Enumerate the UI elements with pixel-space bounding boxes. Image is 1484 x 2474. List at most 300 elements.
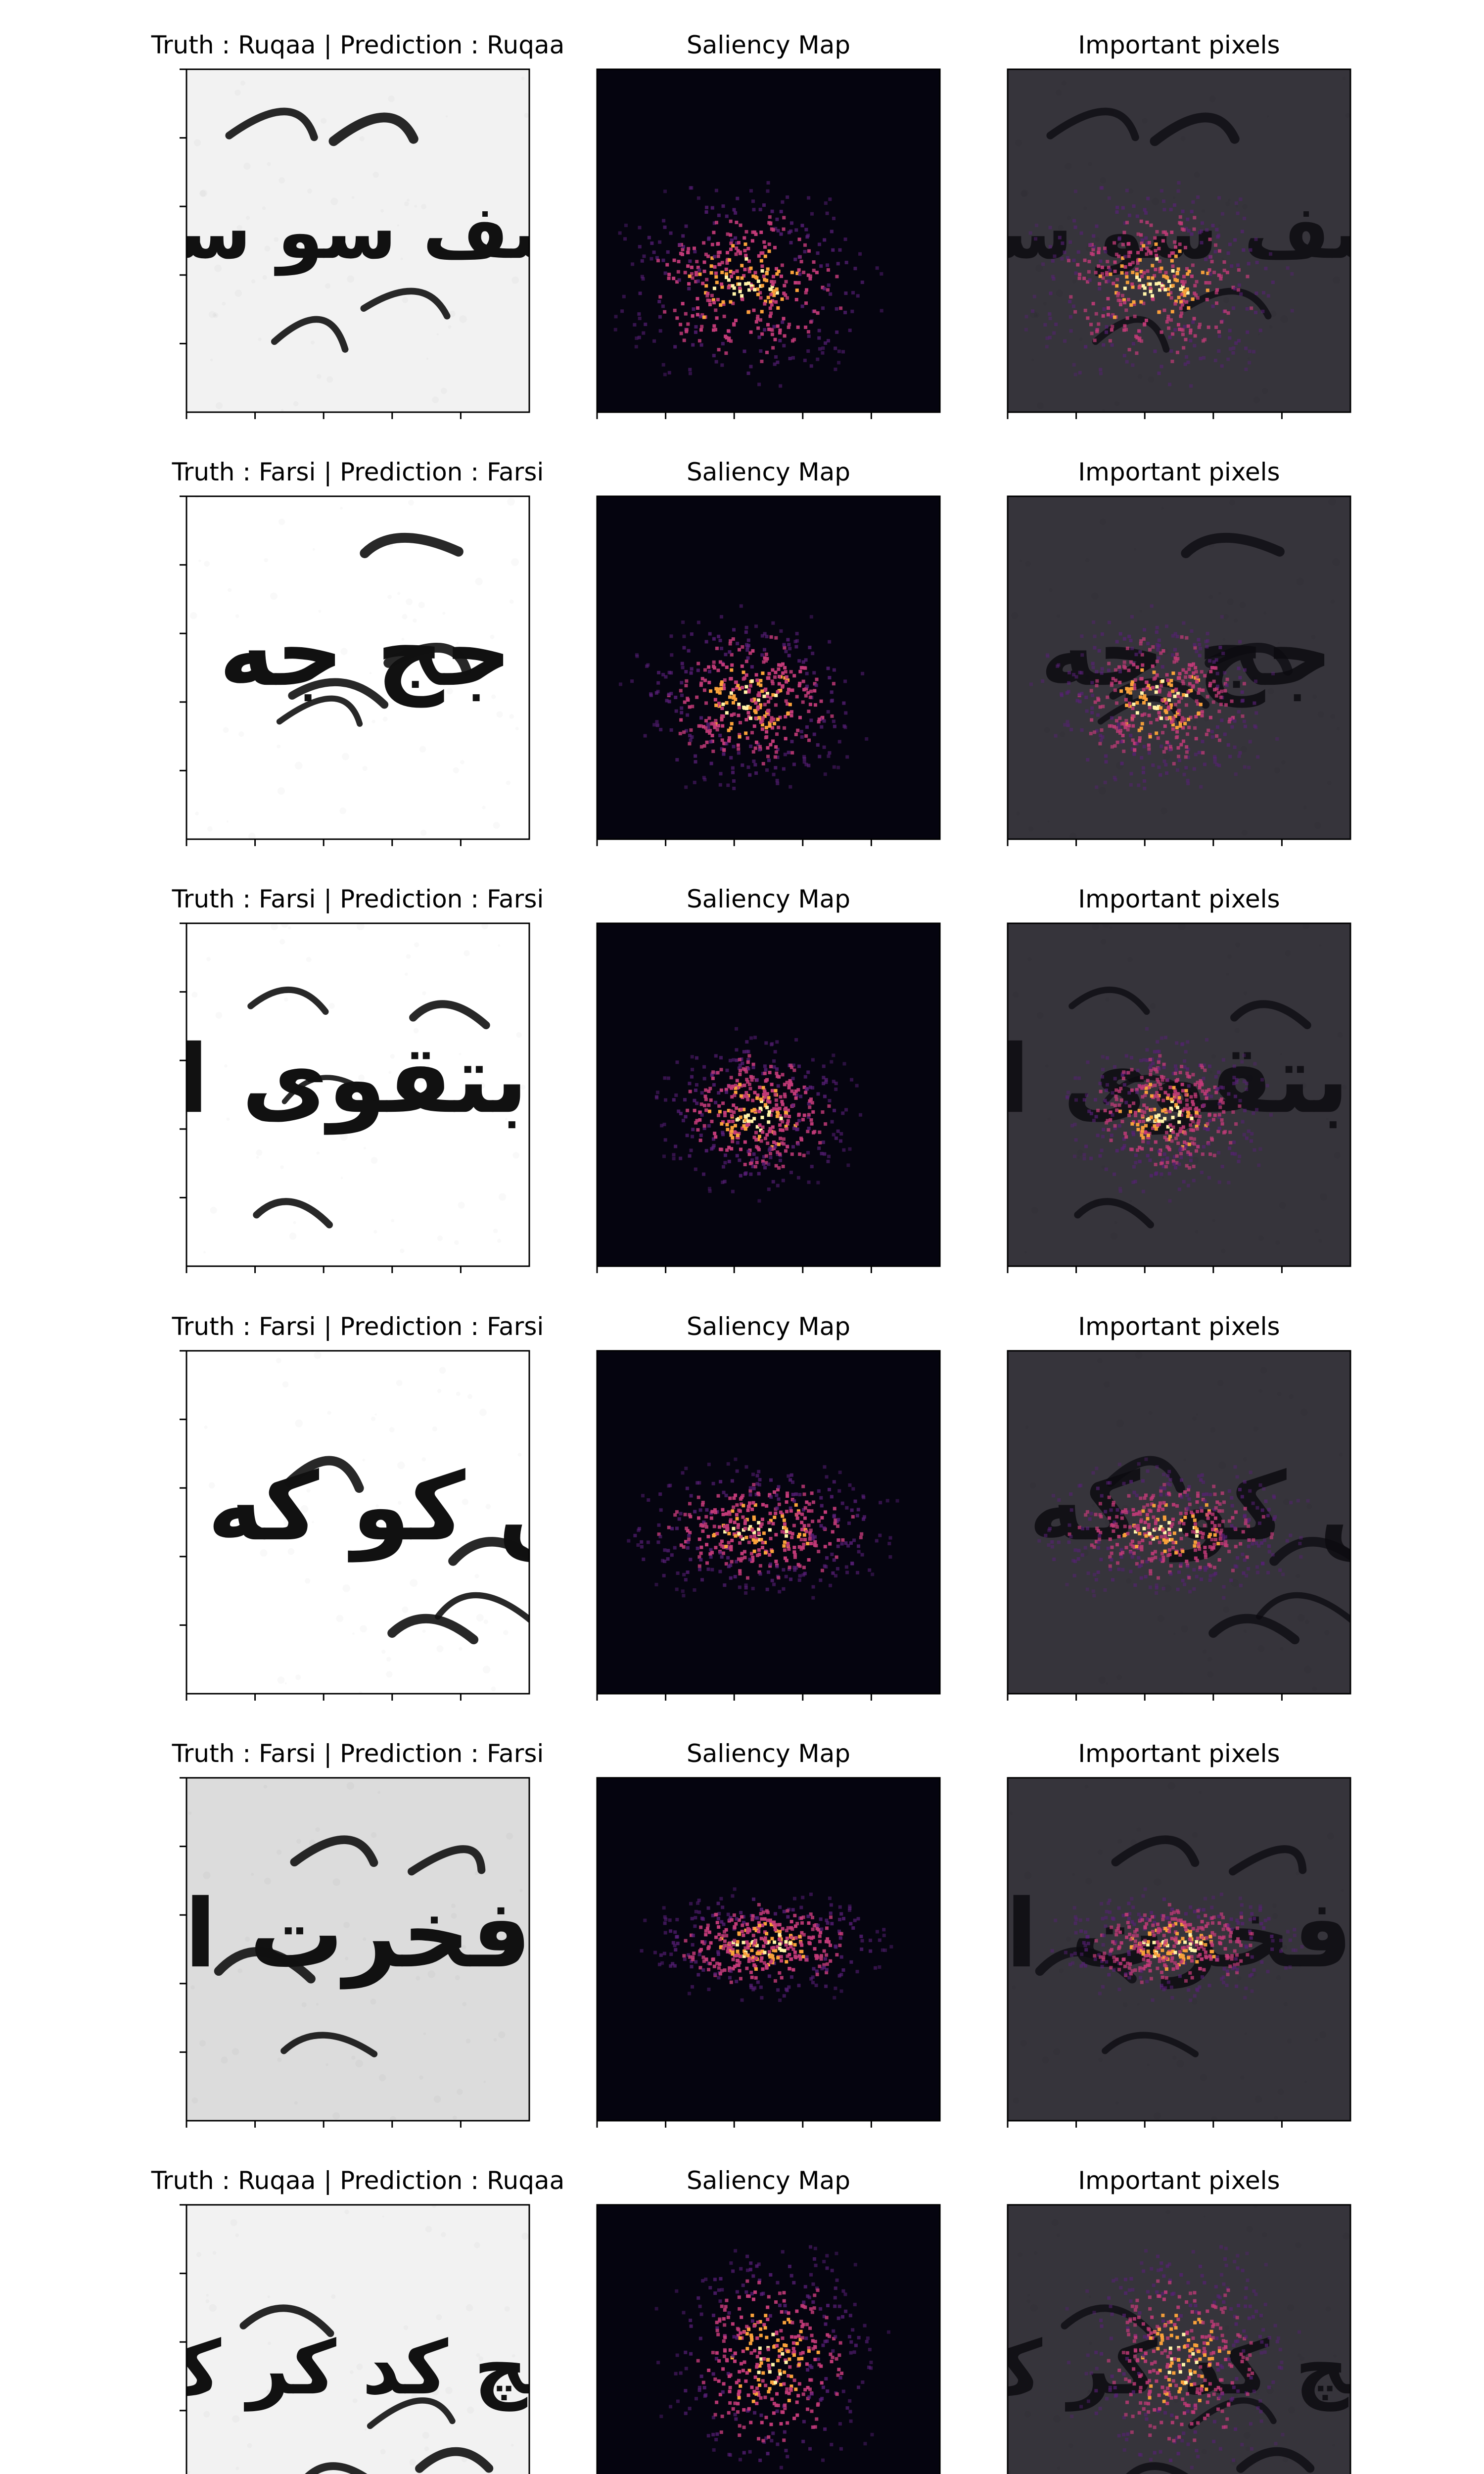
saliency-pixel xyxy=(736,1154,739,1157)
saliency-pixel xyxy=(845,1565,848,1569)
saliency-pixel xyxy=(1161,665,1164,668)
saliency-pixel xyxy=(1198,688,1201,691)
saliency-pixel xyxy=(744,1536,748,1539)
saliency-pixel xyxy=(829,292,832,296)
saliency-pixel xyxy=(759,679,762,682)
saliency-pixel xyxy=(744,685,748,688)
saliency-pixel xyxy=(662,219,665,223)
saliency-pixel xyxy=(1197,1475,1201,1478)
saliency-pixel xyxy=(1025,315,1028,318)
saliency-pixel xyxy=(1188,1166,1191,1170)
saliency-pixel xyxy=(785,1943,788,1947)
saliency-pixel xyxy=(1134,334,1138,338)
saliency-pixel xyxy=(1170,1538,1174,1541)
paper-grain xyxy=(1101,1165,1105,1169)
saliency-pixel xyxy=(774,694,778,697)
saliency-pixel xyxy=(1185,1493,1189,1497)
saliency-pixel xyxy=(739,1510,742,1513)
saliency-pixel xyxy=(1095,1526,1099,1530)
saliency-pixel xyxy=(850,1509,854,1512)
saliency-pixel xyxy=(807,1509,810,1513)
saliency-pixel xyxy=(763,1072,767,1075)
saliency-pixel xyxy=(1115,1108,1118,1112)
saliency-pixel xyxy=(1171,310,1174,313)
saliency-pixel xyxy=(712,329,715,332)
saliency-pixel xyxy=(1143,787,1146,790)
saliency-pixel xyxy=(1159,652,1162,655)
paper-grain xyxy=(1106,1682,1108,1684)
saliency-pixel xyxy=(727,1541,731,1544)
saliency-pixel xyxy=(779,1128,782,1132)
saliency-pixel xyxy=(1217,330,1221,333)
saliency-pixel xyxy=(781,1515,784,1518)
saliency-pixel xyxy=(693,250,696,253)
saliency-pixel xyxy=(730,238,734,242)
saliency-pixel xyxy=(738,706,741,710)
saliency-pixel xyxy=(717,1114,720,1117)
saliency-pixel xyxy=(1228,1489,1231,1493)
saliency-pixel xyxy=(1182,1522,1185,1525)
saliency-pixel xyxy=(724,351,728,355)
saliency-pixel xyxy=(1127,1071,1130,1074)
saliency-pixel xyxy=(1193,216,1196,219)
saliency-pixel xyxy=(747,1541,751,1544)
saliency-pixel xyxy=(741,645,744,649)
saliency-pixel xyxy=(856,294,860,297)
saliency-pixel xyxy=(795,1122,799,1126)
paper-grain xyxy=(1104,1381,1110,1387)
saliency-pixel xyxy=(1103,246,1107,250)
saliency-pixel xyxy=(1122,1077,1125,1080)
saliency-pixel xyxy=(1255,1506,1259,1510)
saliency-pixel xyxy=(722,753,725,756)
saliency-pixel xyxy=(690,1148,693,1152)
saliency-pixel xyxy=(1236,263,1240,267)
saliency-pixel xyxy=(810,1509,813,1513)
saliency-pixel xyxy=(1210,260,1214,263)
paper-grain xyxy=(1330,714,1335,719)
saliency-pixel xyxy=(712,231,715,234)
saliency-pixel xyxy=(1217,710,1221,713)
saliency-pixel xyxy=(716,298,720,301)
saliency-pixel xyxy=(746,1060,750,1064)
paper-grain xyxy=(391,1219,394,1222)
saliency-pixel xyxy=(761,716,765,719)
paper-grain xyxy=(311,340,315,344)
saliency-pixel xyxy=(748,652,752,655)
saliency-pixel xyxy=(1168,254,1171,258)
saliency-pixel xyxy=(1092,302,1095,305)
paper-grain xyxy=(278,177,285,184)
saliency-pixel xyxy=(1129,783,1133,787)
saliency-pixel xyxy=(660,1961,664,1965)
saliency-pixel xyxy=(1140,1548,1143,1551)
saliency-pixel xyxy=(780,210,783,213)
saliency-pixel xyxy=(1093,338,1097,342)
saliency-pixel xyxy=(1252,1111,1255,1115)
saliency-pixel xyxy=(782,1165,785,1168)
saliency-pixel xyxy=(781,1073,785,1076)
saliency-pixel xyxy=(658,240,661,244)
paper-grain xyxy=(437,1389,442,1393)
saliency-pixel xyxy=(1234,1094,1237,1098)
saliency-pixel xyxy=(708,303,712,306)
saliency-pixel xyxy=(691,1135,694,1139)
paper-grain xyxy=(251,279,256,284)
paper-grain xyxy=(1048,820,1050,822)
paper-grain xyxy=(302,2002,307,2007)
saliency-pixel xyxy=(804,1091,807,1094)
saliency-pixel xyxy=(1086,1510,1089,1514)
saliency-pixel xyxy=(1082,277,1086,280)
saliency-pixel xyxy=(1096,714,1100,717)
saliency-pixel xyxy=(693,781,696,784)
paper-grain xyxy=(372,720,376,724)
saliency-pixel xyxy=(1138,650,1142,654)
paper-grain xyxy=(1312,1686,1317,1691)
saliency-pixel xyxy=(709,740,712,744)
paper-grain xyxy=(341,1177,343,1179)
saliency-map-panel xyxy=(597,885,940,1273)
saliency-pixel xyxy=(803,1533,806,1537)
saliency-pixel xyxy=(1222,1131,1226,1135)
saliency-pixel xyxy=(1111,1102,1114,1106)
saliency-pixel xyxy=(714,1135,717,1139)
saliency-pixel xyxy=(1029,231,1032,235)
saliency-pixel xyxy=(1060,692,1063,696)
saliency-pixel xyxy=(1140,275,1144,278)
saliency-pixel xyxy=(1172,716,1175,719)
saliency-pixel xyxy=(653,1951,657,1954)
paper-grain xyxy=(289,1233,297,1240)
saliency-pixel xyxy=(810,1118,813,1122)
saliency-pixel xyxy=(736,642,739,645)
paper-grain xyxy=(1207,1657,1212,1662)
saliency-pixel xyxy=(1156,626,1159,629)
saliency-pixel xyxy=(759,1107,762,1110)
saliency-pixel xyxy=(718,1110,722,1113)
saliency-pixel xyxy=(635,653,639,657)
saliency-pixel xyxy=(708,1187,711,1190)
saliency-pixel xyxy=(689,372,692,375)
saliency-pixel xyxy=(817,336,821,340)
saliency-pixel xyxy=(1104,755,1108,758)
saliency-pixel xyxy=(1256,755,1259,759)
saliency-pixel xyxy=(1088,1517,1092,1521)
saliency-pixel xyxy=(1117,1103,1121,1107)
saliency-pixel xyxy=(739,1977,742,1980)
saliency-pixel xyxy=(801,1546,805,1550)
saliency-pixel xyxy=(1149,1064,1153,1067)
saliency-pixel xyxy=(874,1966,877,1970)
paper-grain xyxy=(439,1367,446,1374)
saliency-pixel xyxy=(1208,1578,1212,1582)
paper-grain xyxy=(1345,113,1350,118)
saliency-pixel xyxy=(765,1154,768,1158)
saliency-pixel xyxy=(725,1494,728,1497)
saliency-pixel xyxy=(778,682,781,685)
saliency-pixel xyxy=(1200,230,1203,233)
saliency-pixel xyxy=(768,1553,771,1557)
saliency-pixel xyxy=(765,653,768,656)
saliency-pixel xyxy=(1194,334,1197,337)
saliency-pixel xyxy=(1180,1537,1183,1540)
saliency-pixel xyxy=(791,1145,795,1148)
saliency-pixel xyxy=(683,338,686,342)
saliency-pixel xyxy=(1110,1558,1113,1562)
saliency-pixel xyxy=(689,1558,692,1561)
saliency-pixel xyxy=(1178,672,1182,675)
paper-grain xyxy=(1114,1221,1117,1224)
saliency-pixel xyxy=(1141,1539,1144,1542)
paper-grain xyxy=(457,2089,463,2095)
paper-grain xyxy=(453,2116,457,2120)
saliency-pixel xyxy=(728,695,732,699)
saliency-pixel xyxy=(1153,1084,1157,1087)
saliency-pixel xyxy=(1171,1518,1175,1521)
saliency-pixel xyxy=(1216,685,1219,688)
saliency-pixel xyxy=(1083,1098,1086,1101)
paper-grain xyxy=(512,1152,519,1159)
paper-grain xyxy=(507,498,515,506)
saliency-pixel xyxy=(742,236,746,239)
saliency-pixel xyxy=(1220,1542,1224,1545)
saliency-pixel xyxy=(1085,710,1089,713)
saliency-pixel xyxy=(1179,1156,1183,1159)
saliency-pixel xyxy=(1219,703,1223,706)
saliency-pixel xyxy=(1122,329,1126,332)
saliency-pixel xyxy=(1123,324,1126,328)
saliency-pixel xyxy=(1126,690,1130,693)
saliency-pixel xyxy=(1183,1583,1186,1586)
saliency-pixel xyxy=(816,358,819,361)
saliency-pixel xyxy=(1212,1546,1215,1550)
saliency-pixel xyxy=(752,760,755,763)
saliency-pixel xyxy=(1140,1109,1144,1113)
saliency-pixel xyxy=(1123,637,1126,641)
paper-grain xyxy=(204,1426,207,1429)
saliency-pixel xyxy=(830,230,834,233)
saliency-pixel xyxy=(1165,771,1168,775)
saliency-pixel xyxy=(1184,755,1188,759)
saliency-pixel xyxy=(729,220,733,223)
saliency-pixel xyxy=(764,1041,768,1045)
saliency-pixel xyxy=(744,1586,748,1589)
saliency-pixel xyxy=(1143,628,1146,631)
paper-grain xyxy=(1337,727,1340,730)
saliency-pixel xyxy=(813,310,816,313)
saliency-pixel xyxy=(830,690,834,694)
saliency-pixel xyxy=(1155,1091,1159,1094)
saliency-pixel xyxy=(798,238,801,241)
saliency-pixel xyxy=(774,300,778,304)
important-pixels xyxy=(900,1351,1459,1695)
saliency-pixel xyxy=(812,671,816,674)
saliency-pixel xyxy=(763,1064,767,1068)
saliency-pixel xyxy=(711,206,714,210)
saliency-pixel xyxy=(836,1518,840,1522)
saliency-pixel xyxy=(736,1940,740,1944)
saliency-pixel xyxy=(754,233,758,236)
saliency-pixel xyxy=(1105,760,1108,763)
saliency-pixel xyxy=(692,307,696,311)
saliency-pixel xyxy=(1198,1115,1202,1118)
paper-grain xyxy=(1217,1380,1224,1386)
saliency-pixel xyxy=(1212,680,1216,683)
saliency-pixel xyxy=(1049,317,1052,320)
saliency-pixel xyxy=(802,688,806,691)
saliency-pixel xyxy=(1237,268,1241,272)
paper-grain xyxy=(458,1202,465,1209)
saliency-pixel xyxy=(814,1544,818,1547)
saliency-pixel xyxy=(1137,329,1141,333)
saliency-pixel xyxy=(1194,1557,1198,1560)
saliency-pixel xyxy=(781,1530,784,1533)
saliency-pixel xyxy=(1132,1513,1136,1516)
saliency-pixel xyxy=(721,703,725,706)
saliency-pixel xyxy=(1165,1138,1168,1142)
saliency-pixel xyxy=(1180,1065,1183,1068)
saliency-pixel xyxy=(755,678,759,682)
saliency-pixel xyxy=(1263,1538,1266,1542)
saliency-pixel xyxy=(1173,240,1176,244)
saliency-pixel xyxy=(1184,246,1187,249)
saliency-pixel xyxy=(720,363,724,367)
saliency-pixel xyxy=(1233,719,1237,723)
saliency-pixel xyxy=(1233,1064,1236,1068)
paper-grain xyxy=(325,2063,328,2066)
saliency-pixel xyxy=(1124,1135,1128,1139)
saliency-pixel xyxy=(755,276,758,280)
paper-grain xyxy=(426,358,428,360)
saliency-pixel xyxy=(681,302,685,305)
saliency-pixel xyxy=(1190,1117,1194,1120)
saliency-pixel xyxy=(767,1521,771,1524)
saliency-pixel xyxy=(1206,1122,1209,1126)
saliency-pixel xyxy=(766,267,770,271)
saliency-pixel xyxy=(760,264,764,268)
saliency-pixel xyxy=(1101,266,1104,269)
saliency-pixel xyxy=(1224,703,1228,707)
saliency-pixel xyxy=(1088,278,1092,282)
saliency-pixel xyxy=(818,1131,821,1134)
saliency-pixel xyxy=(836,1545,840,1548)
saliency-pixel xyxy=(696,668,700,672)
saliency-pixel xyxy=(1169,1572,1173,1575)
saliency-pixel xyxy=(622,295,626,298)
saliency-pixel xyxy=(1226,271,1229,274)
saliency-pixel xyxy=(1182,1180,1186,1184)
saliency-pixel xyxy=(758,1135,761,1138)
saliency-pixel xyxy=(732,1527,735,1530)
paper-grain xyxy=(408,500,414,506)
saliency-pixel xyxy=(1177,676,1181,680)
saliency-pixel xyxy=(1113,1077,1117,1080)
saliency-pixel xyxy=(722,1165,725,1169)
saliency-pixel xyxy=(1138,286,1141,289)
saliency-pixel xyxy=(1188,270,1191,273)
saliency-pixel xyxy=(792,1127,796,1130)
saliency-pixel xyxy=(1125,275,1128,279)
saliency-pixel xyxy=(1156,643,1159,647)
saliency-pixel xyxy=(805,725,809,729)
saliency-pixel xyxy=(1241,699,1244,703)
saliency-pixel xyxy=(1135,1494,1139,1497)
saliency-pixel xyxy=(1231,1110,1235,1114)
saliency-pixel xyxy=(808,1099,811,1103)
saliency-pixel xyxy=(1172,1503,1175,1506)
paper-grain xyxy=(1235,942,1240,947)
saliency-pixel xyxy=(774,1093,777,1096)
saliency-pixel xyxy=(1126,242,1130,246)
saliency-pixel xyxy=(812,260,816,264)
saliency-pixel xyxy=(779,1159,782,1162)
saliency-pixel xyxy=(1249,248,1252,252)
saliency-pixel xyxy=(790,271,794,274)
saliency-pixel xyxy=(1157,310,1160,314)
saliency-pixel xyxy=(1213,1492,1217,1496)
paper-grain xyxy=(276,1358,281,1364)
paper-grain xyxy=(1204,716,1209,721)
paper-grain xyxy=(308,1200,311,1202)
saliency-pixel xyxy=(1187,717,1190,721)
saliency-pixel xyxy=(778,339,782,342)
saliency-pixel xyxy=(1299,1536,1303,1540)
saliency-pixel xyxy=(731,771,735,774)
saliency-pixel xyxy=(1181,1550,1184,1553)
saliency-pixel xyxy=(819,1496,823,1500)
saliency-pixel xyxy=(1142,1120,1145,1123)
saliency-pixel xyxy=(1200,1509,1204,1513)
saliency-pixel xyxy=(1164,1036,1167,1039)
saliency-pixel xyxy=(774,355,778,359)
saliency-pixel xyxy=(1298,1542,1301,1545)
saliency-pixel xyxy=(1157,247,1160,250)
saliency-pixel xyxy=(726,1128,729,1131)
saliency-pixel xyxy=(725,666,729,669)
saliency-pixel xyxy=(747,1505,750,1509)
saliency-pixel xyxy=(1124,719,1128,722)
saliency-pixel xyxy=(757,1521,760,1524)
saliency-pixel xyxy=(804,658,808,662)
saliency-pixel xyxy=(1099,1090,1103,1093)
saliency-pixel xyxy=(762,275,766,278)
paper-grain xyxy=(280,1165,283,1169)
paper-grain xyxy=(374,1414,376,1416)
saliency-pixel xyxy=(778,1152,782,1156)
saliency-pixel xyxy=(1266,1571,1270,1574)
saliency-pixel xyxy=(710,761,713,765)
saliency-pixel xyxy=(700,325,703,329)
saliency-pixel xyxy=(823,1565,827,1568)
saliency-pixel xyxy=(1217,1509,1221,1513)
saliency-pixel xyxy=(648,236,651,239)
saliency-pixel xyxy=(726,251,729,254)
saliency-pixel xyxy=(752,1063,755,1066)
saliency-pixel xyxy=(749,331,753,334)
paper-grain xyxy=(1099,1676,1106,1684)
saliency-pixel xyxy=(811,1520,814,1523)
saliency-pixel xyxy=(1067,259,1070,262)
saliency-pixel xyxy=(1135,1545,1138,1548)
saliency-pixel xyxy=(825,1919,828,1922)
saliency-pixel xyxy=(1080,634,1083,638)
saliency-pixel xyxy=(1175,635,1179,638)
saliency-pixel xyxy=(1218,1181,1221,1184)
paper-grain xyxy=(1196,1414,1198,1416)
saliency-pixel xyxy=(743,1519,747,1522)
saliency-pixel xyxy=(1127,1494,1131,1498)
